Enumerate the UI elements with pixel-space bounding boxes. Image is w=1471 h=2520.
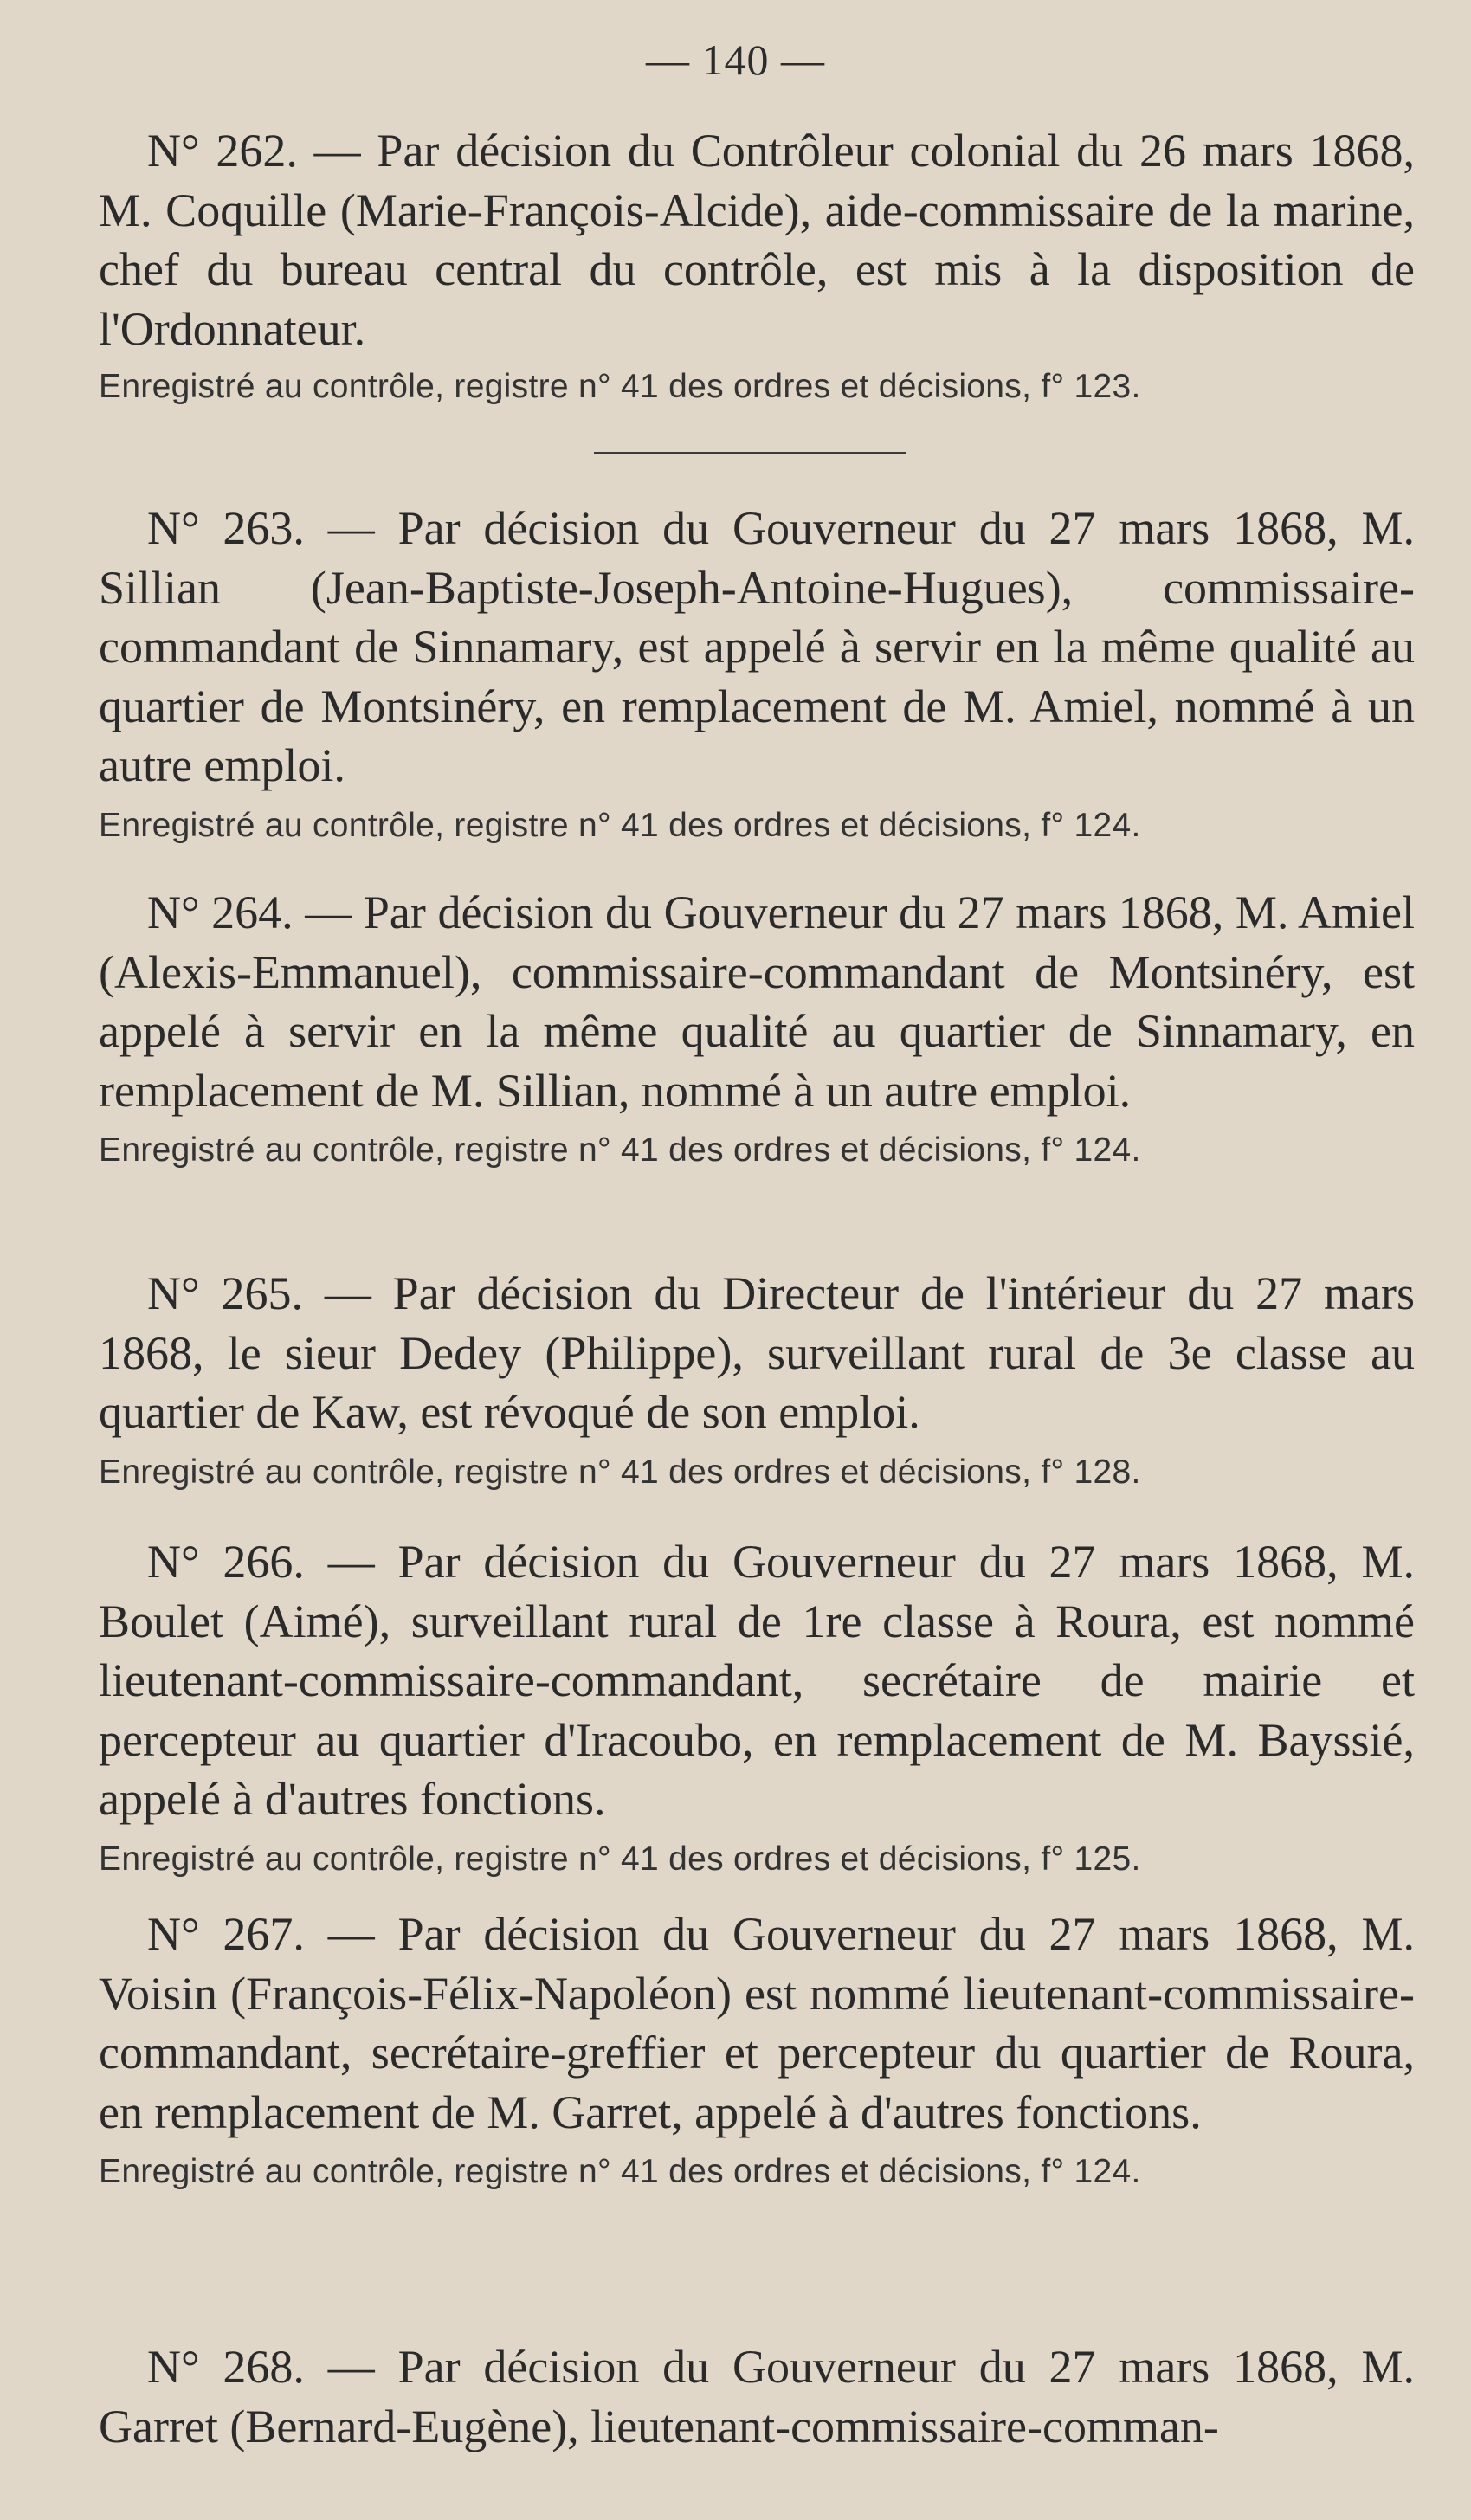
registration-note: Enregistré au contrôle, registre n° 41 des ordres et décisions, f° 128.	[99, 1453, 1141, 1491]
entry-262	[99, 121, 1415, 409]
entry-263	[99, 499, 1415, 848]
entry-text: N° 262. — Par décision du Contrôleur colonial du 26 mars 1868, M. Coquille (Marie-François-Alcide), aide-commissaire de la marine, chef du bureau central du contrôle, est mis à la disposition de l'Ordonnateur.	[99, 125, 1415, 355]
registration-note: Enregistré au contrôle, registre n° 41 des ordres et décisions, f° 124.	[99, 2153, 1141, 2190]
entry-267	[99, 1905, 1415, 2194]
entry-text: N° 263. — Par décision du Gouverneur du 27 mars 1868, M. Sillian (Jean-Baptiste-Joseph-Antoine-Hugues), commissaire-commandant de Sinnamary, est appelé à servir en la même qualité au quartier de Montsinéry, en remplacement de M. Amiel, nommé à un autre emploi.	[99, 502, 1415, 791]
entry-264	[99, 883, 1415, 1172]
entry-text: N° 265. — Par décision du Directeur de l'intérieur du 27 mars 1868, le sieur Dedey (Philippe), surveillant rural de 3e classe au quartier de Kaw, est révoqué de son emploi.	[99, 1267, 1415, 1438]
page-number: — 140 —	[646, 35, 825, 84]
registration-note: Enregistré au contrôle, registre n° 41 des ordres et décisions, f° 125.	[99, 1840, 1141, 1878]
entry-266	[99, 1532, 1415, 1881]
entry-text: N° 268. — Par décision du Gouverneur du 27 mars 1868, M. Garret (Bernard-Eugène), lieutenant-commissaire-comman-	[99, 2341, 1415, 2452]
entry-text: N° 264. — Par décision du Gouverneur du 27 mars 1868, M. Amiel (Alexis-Emmanuel), commissaire-commandant de Montsinéry, est appelé à servir en la même qualité au quartier de Sinnamary, en remplacement de M. Sillian, nommé à un autre emploi.	[99, 886, 1415, 1117]
entry-text: N° 267. — Par décision du Gouverneur du 27 mars 1868, M. Voisin (François-Félix-Napoléon) est nommé lieutenant-commissaire-commandant, secrétaire-greffier et percepteur du quartier de Roura, en remplacement de M. Garret, appelé à d'autres fonctions.	[99, 1908, 1415, 2138]
registration-note: Enregistré au contrôle, registre n° 41 des ordres et décisions, f° 124.	[99, 1131, 1141, 1169]
registration-note: Enregistré au contrôle, registre n° 41 des ordres et décisions, f° 124.	[99, 806, 1141, 844]
registration-note: Enregistré au contrôle, registre n° 41 des ordres et décisions, f° 123.	[99, 368, 1141, 405]
entry-265	[99, 1264, 1415, 1494]
entry-text: N° 266. — Par décision du Gouverneur du 27 mars 1868, M. Boulet (Aimé), surveillant rural de 1re classe à Roura, est nommé lieutenant-commissaire-commandant, secrétaire de mairie et percepteur au quartier d'Iracoubo, en remplacement de M. Bayssié, appelé à d'autres fonctions.	[99, 1536, 1415, 1825]
separator-rule	[594, 452, 906, 454]
entry-268	[99, 2337, 1415, 2456]
